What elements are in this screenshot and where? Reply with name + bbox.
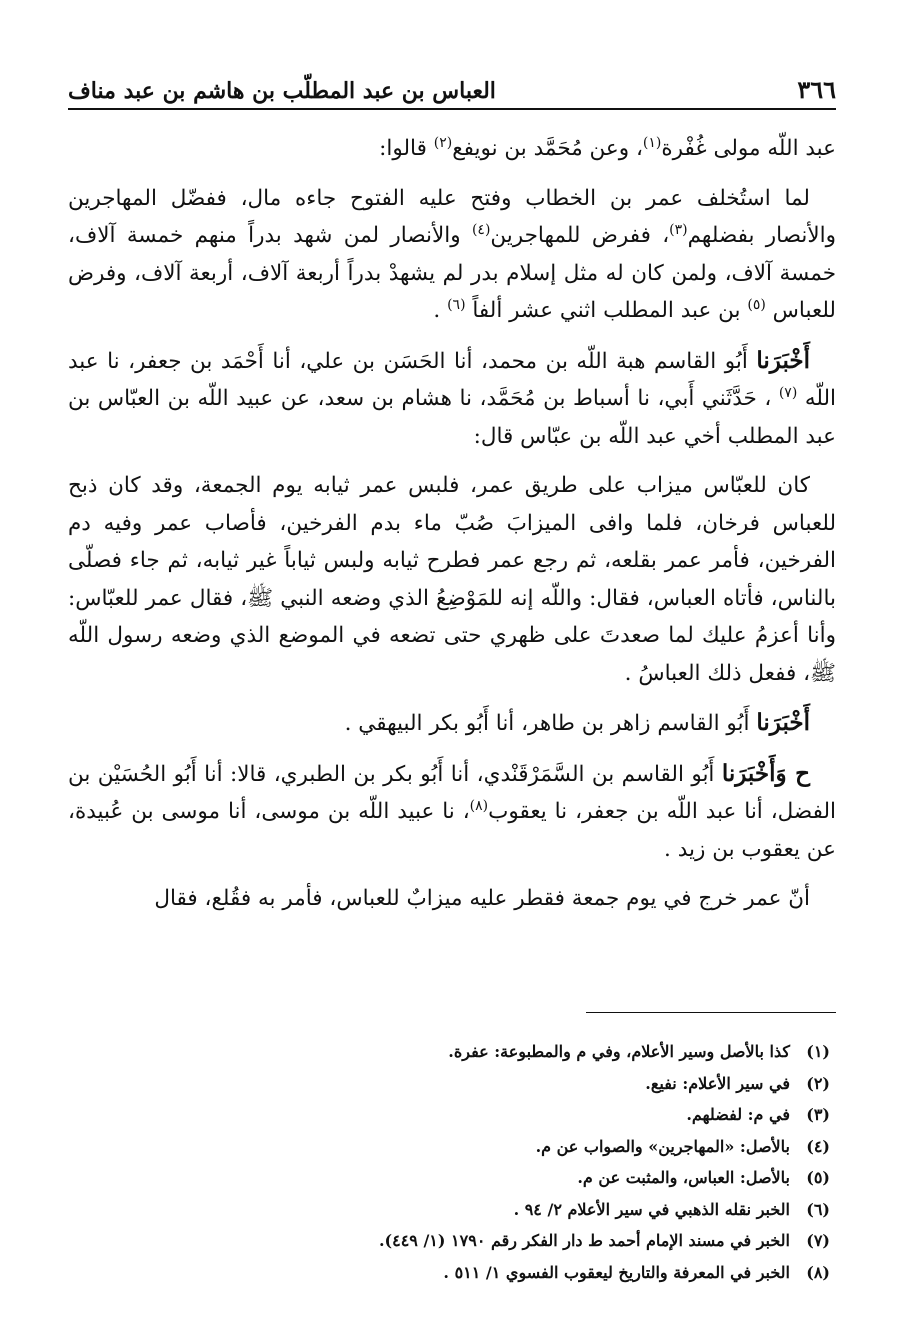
text-segment: لما استُخلف عمر بن الخطاب وفتح عليه الفتوح جاءه مال، ففضّل المهاجرين والأنصار بفضلهم — [68, 185, 836, 248]
footnote-ref: (٤) — [471, 221, 491, 238]
text-segment: والأنصار لمن شهد بدراً منهم خمسة آلاف، خمسة آلاف، ولمن كان له مثل إسلام بدر لم يشهدْ بدراً أربعة آلاف، أربعة آلاف، وفرض للعباس — [68, 223, 836, 323]
paragraph-1 — [68, 130, 836, 168]
text-segment: أَبُو القاسم هبة اللّه بن محمد، أنا الحَسَن بن علي، أنا أَحْمَد بن جعفر، نا عبد اللّه — [68, 348, 836, 411]
footnote-text: بالأصل: العباس، والمثبت عن م. — [577, 1168, 790, 1187]
text-segment: بن عبد المطلب اثني عشر ألفاً — [465, 298, 748, 323]
paragraph-4: كان للعبّاس ميزاب على طريق عمر، فلبس عمر ثيابه يوم الجمعة، وقد كان ذبح للعباس فرخان، فلما وافى الميزابَ صُبّ ماء بدم الفرخين، فأصاب عمر وفيه دم الفرخين، فأمر عمر بقلعه، ثم رجع عمر فطرح ثيابه ولبس ثياباً غير ثيابه، ثم جاء فصلّى بالناس، فأتاه العباس، فقال: واللّه إنه للمَوْضِعُ الذي وضعه النبي ﷺ، فقال عمر للعبّاس: وأنا أعزمُ عليك لما صعدتَ على ظهري حتى تضعه في الموضع الذي وضعه رسول اللّه ﷺ، ففعل ذلك العباسُ . — [68, 473, 836, 686]
footnote-ref: (١) — [642, 134, 662, 151]
footnote-text: في م: لفضلهم. — [686, 1105, 790, 1124]
footnote-item — [68, 1194, 830, 1226]
footnote-separator — [586, 1012, 836, 1013]
footnote-text: الخبر في المعرفة والتاريخ ليعقوب الفسوي ١/ ٥١١ . — [443, 1262, 790, 1282]
footnote-ref: (٨) — [469, 797, 489, 814]
footnote-number: (٢) — [806, 1073, 830, 1093]
main-text — [68, 130, 836, 930]
footnote-text: الخبر نقله الذهبي في سير الأعلام ٢/ ٩٤ . — [513, 1199, 790, 1219]
page-header — [68, 60, 836, 110]
footnote-text: بالأصل: «المهاجرين» والصواب عن م. — [535, 1136, 790, 1156]
footnote-ref: (٧) — [778, 384, 798, 401]
footnote-ref: (٥) — [747, 296, 766, 313]
text-segment: ، ففرض للمهاجرين — [490, 223, 670, 248]
page-number: ٣٦٦ — [797, 75, 836, 104]
text-segment: عبد اللّه مولى غُفْرة — [661, 136, 836, 161]
footnote-number: (٦) — [806, 1199, 830, 1219]
text-segment: ، حَدَّثَني أَبي، نا أسباط بن مُحَمَّد، نا هشام بن سعد، عن عبيد اللّه بن العبّاس بن عبد المطلب أخي عبد اللّه بن عبّاس قال: — [68, 386, 836, 449]
paragraph-7: أنّ عمر خرج في يوم جمعة فقطر عليه ميزابٌ للعباس، فأمر به فقُلع، فقال — [154, 886, 810, 911]
text-segment: أَبُو القاسم بن السَّمَرْقَنْدي، أنا أَبُو بكر بن الطبري، قالا: أنا أَبُو الحُسَيْن بن الفضل، أنا عبد اللّه بن جعفر، نا يعقوب — [68, 761, 836, 824]
footnote-item — [68, 1099, 830, 1131]
footnote-ref: (٦) — [447, 296, 466, 313]
footnote-number: (٥) — [806, 1168, 830, 1187]
footnote-text: كذا بالأصل وسير الأعلام، وفي م والمطبوعة: عفرة. — [448, 1042, 790, 1061]
text-segment: قالوا: — [379, 136, 434, 161]
text-segment: أَبُو القاسم زاهر بن طاهر، أنا أَبُو بكر البيهقي . — [344, 711, 757, 736]
running-title: العباس بن عبد المطلّب بن هاشم بن عبد مناف — [68, 78, 496, 104]
text-segment: ، نا عبيد اللّه بن موسى، أنا موسى بن عُبيدة، عن يعقوب بن زيد . — [68, 799, 836, 862]
footnote-item — [68, 1131, 830, 1163]
footnote-number: (٨) — [806, 1262, 830, 1282]
text-segment: ، وعن مُحَمَّد بن نويفع — [452, 136, 643, 161]
footnote-item — [68, 1225, 830, 1257]
footnote-item — [68, 1257, 830, 1289]
footnote-item — [68, 1036, 830, 1068]
footnote-ref: (٣) — [669, 221, 688, 238]
footnote-number: (١) — [806, 1042, 830, 1061]
keyword-wa-akhbarana: ح وَأَخْبَرَنا — [721, 759, 810, 787]
keyword-akhbarana: أَخْبَرَنا — [756, 709, 810, 736]
paragraph-5 — [68, 704, 836, 743]
footnote-text: في سير الأعلام: نفيع. — [645, 1073, 790, 1093]
footnote-number: (٤) — [806, 1136, 830, 1156]
footnote-number: (٣) — [806, 1105, 830, 1124]
footnotes-list — [68, 1036, 830, 1288]
text-segment: . — [433, 298, 448, 323]
paragraph-3 — [68, 342, 836, 456]
footnote-ref: (٢) — [433, 134, 453, 151]
footnote-item — [68, 1162, 830, 1194]
paragraph-6 — [68, 755, 836, 869]
footnote-text: الخبر في مسند الإمام أحمد ط دار الفكر رقم ١٧٩٠ (١/ ٤٤٩). — [378, 1231, 790, 1250]
keyword-akhbarana: أَخْبَرَنا — [756, 346, 810, 374]
footnote-number: (٧) — [806, 1231, 830, 1250]
footnote-item — [68, 1068, 830, 1100]
paragraph-2 — [68, 180, 836, 330]
